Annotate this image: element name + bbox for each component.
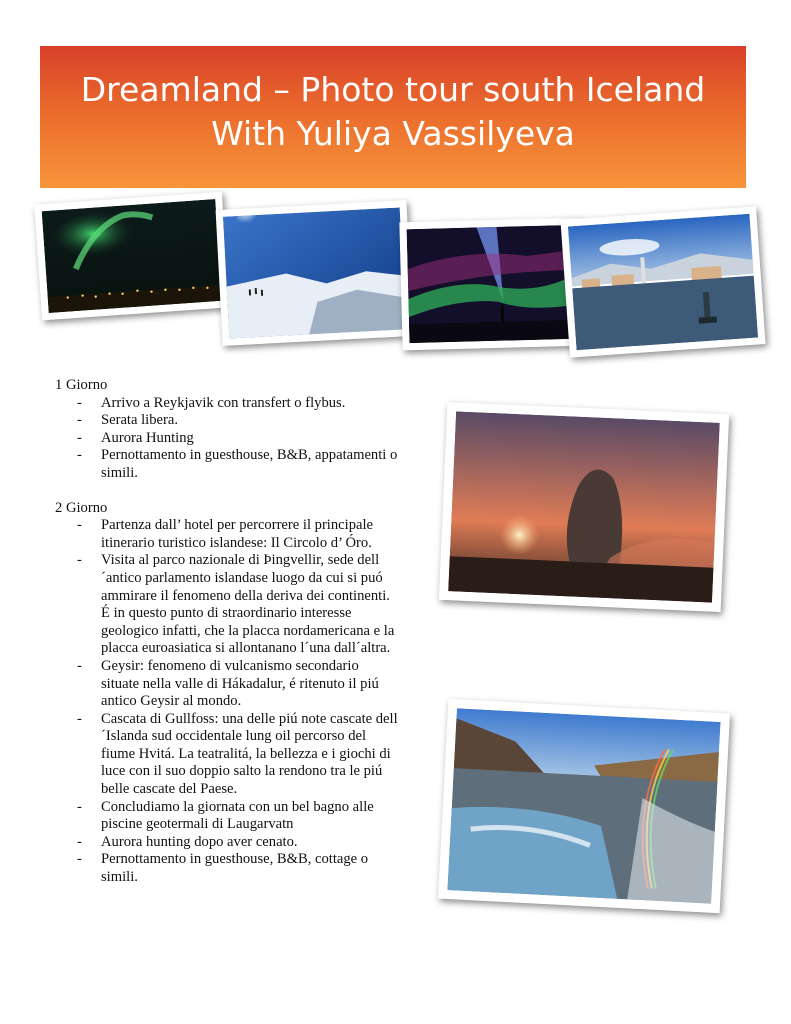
activity-item <box>55 517 400 552</box>
title-banner <box>40 46 746 188</box>
activity-item <box>55 447 400 482</box>
activity-item <box>55 799 400 834</box>
geysir-image <box>448 411 720 602</box>
day-2-title: 2 Giorno <box>55 499 108 516</box>
title-line-2: With Yuliya Vassilyeva <box>211 114 575 153</box>
activity-text: Geysir: fenomeno di vulcanismo secondario situate nella valle di Hákadalur, é ritenuto il piú antico Geysir al mondo. <box>101 657 379 710</box>
activity-text: Aurora hunting dopo aver cenato. <box>101 833 298 850</box>
activity-item <box>55 430 400 448</box>
bullet-dash: - <box>77 552 82 569</box>
day-2 <box>55 500 400 887</box>
bullet-dash: - <box>77 412 82 429</box>
bullet-dash: - <box>77 710 82 727</box>
activity-item <box>55 658 400 711</box>
photo-aurora-person <box>399 218 583 351</box>
activity-text: Pernottamento in guesthouse, B&B, appatamenti o simili. <box>101 447 398 481</box>
day-1-activities <box>55 395 400 483</box>
activity-text: Arrivo a Reykjavik con transfert o flybus. <box>101 394 346 411</box>
day-1-title: 1 Giorno <box>55 377 108 393</box>
snowy-landscape-image <box>223 207 406 338</box>
photo-gullfoss <box>438 699 730 913</box>
bullet-dash: - <box>77 429 82 446</box>
bullet-dash: - <box>77 394 82 411</box>
activity-item <box>55 412 400 430</box>
photo-reykjavik-harbour <box>560 206 765 357</box>
aurora-town-image <box>42 199 223 313</box>
reykjavik-harbour-image <box>568 214 758 350</box>
activity-text: Aurora Hunting <box>101 429 194 446</box>
activity-item <box>55 395 400 413</box>
day-1 <box>55 377 400 483</box>
bullet-dash: - <box>77 447 82 464</box>
activity-text: Concludiamo la giornata con un bel bagno alle piscine geotermali di Laugarvatn <box>101 798 374 833</box>
photo-aurora-town <box>34 192 230 321</box>
activity-text: Cascata di Gullfoss: una delle piú note cascate dell´Islanda sud occidentale lung oil percorso del fiume Hvitá. La teatralitá, la bellezza e i giochi di luce con il suo doppio salto la rendono tra le piú belle cascate del Paese. <box>101 710 398 798</box>
bullet-dash: - <box>77 833 82 850</box>
bullet-dash: - <box>77 657 82 674</box>
aurora-person-image <box>407 225 577 343</box>
itinerary <box>55 377 400 887</box>
bullet-dash: - <box>77 851 82 868</box>
activity-text: Partenza dall’ hotel per percorrere il principale itinerario turistico islandese: Il Circolo d’ Óro. <box>101 517 374 551</box>
activity-item <box>55 711 400 799</box>
activity-text: Pernottamento in guesthouse, B&B, cottage o simili. <box>101 851 369 886</box>
bullet-dash: - <box>77 798 82 815</box>
title-line-1: Dreamland – Photo tour south Iceland <box>80 70 706 109</box>
bullet-dash: - <box>77 517 82 534</box>
activity-item <box>55 552 400 658</box>
activity-text: Serata libera. <box>101 412 178 429</box>
gullfoss-image <box>447 708 720 904</box>
activity-item <box>55 834 400 852</box>
activity-item <box>55 851 400 886</box>
photo-snowy-landscape <box>216 200 414 346</box>
activity-text: Visita al parco nazionale di Þingvellir, sede dell´antico parlamento islandase luogo da cui si puó ammirare il fenomeno della deriva dei continenti. É in questo punto di straordinario interesse geologico infatti, che la placca nordamericana e la placca euroasiatica si allontanano l´una dall´altra. <box>101 552 395 657</box>
day-2-activities <box>55 517 400 886</box>
photo-geysir <box>439 402 729 612</box>
